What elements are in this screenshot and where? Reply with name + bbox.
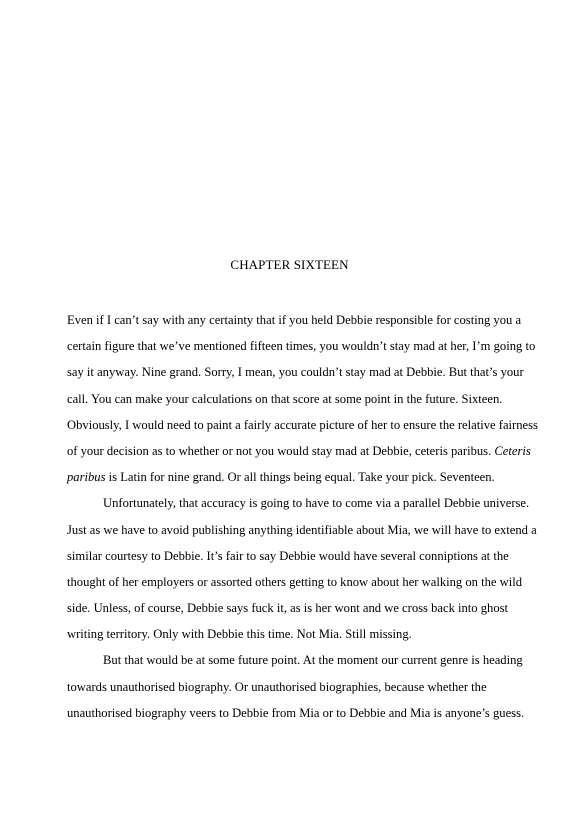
text-line: Obviously, I would need to paint a fairly accurate picture of her to ensure the relative fairness xyxy=(67,417,538,432)
text-line: say it anyway. Nine grand. Sorry, I mean, you couldn’t stay mad at Debbie. But that’s your xyxy=(67,365,524,380)
text-line: Even if I can’t say with any certainty that if you held Debbie responsible for costing you a xyxy=(67,313,522,327)
italic-phrase: Ceteris xyxy=(494,443,531,458)
text-line: of your decision as to whether or not you would stay mad at Debbie, ceteris paribus. Ceteris xyxy=(67,443,531,458)
text-line: call. You can make your calculations on that score at some point in the future. Sixteen. xyxy=(67,391,503,406)
paragraph-first-line: But that would be at some future point. At the moment our current genre is heading xyxy=(103,653,523,668)
text-line: side. Unless, of course, Debbie says fuck it, as is her wont and we cross back into ghost xyxy=(67,601,509,616)
text-line: similar courtesy to Debbie. It’s fair to say Debbie would have several conniptions at the xyxy=(67,548,509,563)
paragraph-first-line: Unfortunately, that accuracy is going to have to come via a parallel Debbie universe. xyxy=(103,496,530,511)
text-line: towards unauthorised biography. Or unauthorised biographies, because whether the xyxy=(67,679,487,694)
text-line: thought of her employers or assorted others getting to know about her walking on the wild xyxy=(67,574,523,589)
text-line: paribus is Latin for nine grand. Or all things being equal. Take your pick. Seventeen. xyxy=(67,470,495,485)
chapter-title: CHAPTER SIXTEEN xyxy=(230,257,349,272)
text-line: Just as we have to avoid publishing anything identifiable about Mia, we will have to extend a xyxy=(67,522,537,537)
body-text xyxy=(67,312,538,731)
text-line: writing territory. Only with Debbie this time. Not Mia. Still missing. xyxy=(67,627,412,642)
italic-phrase: paribus xyxy=(67,470,106,485)
text-line: certain figure that we’ve mentioned fifteen times, you wouldn’t stay mad at her, I’m going to xyxy=(67,339,536,354)
text-line: unauthorised biography veers to Debbie from Mia or to Debbie and Mia is anyone’s guess. xyxy=(67,705,525,720)
